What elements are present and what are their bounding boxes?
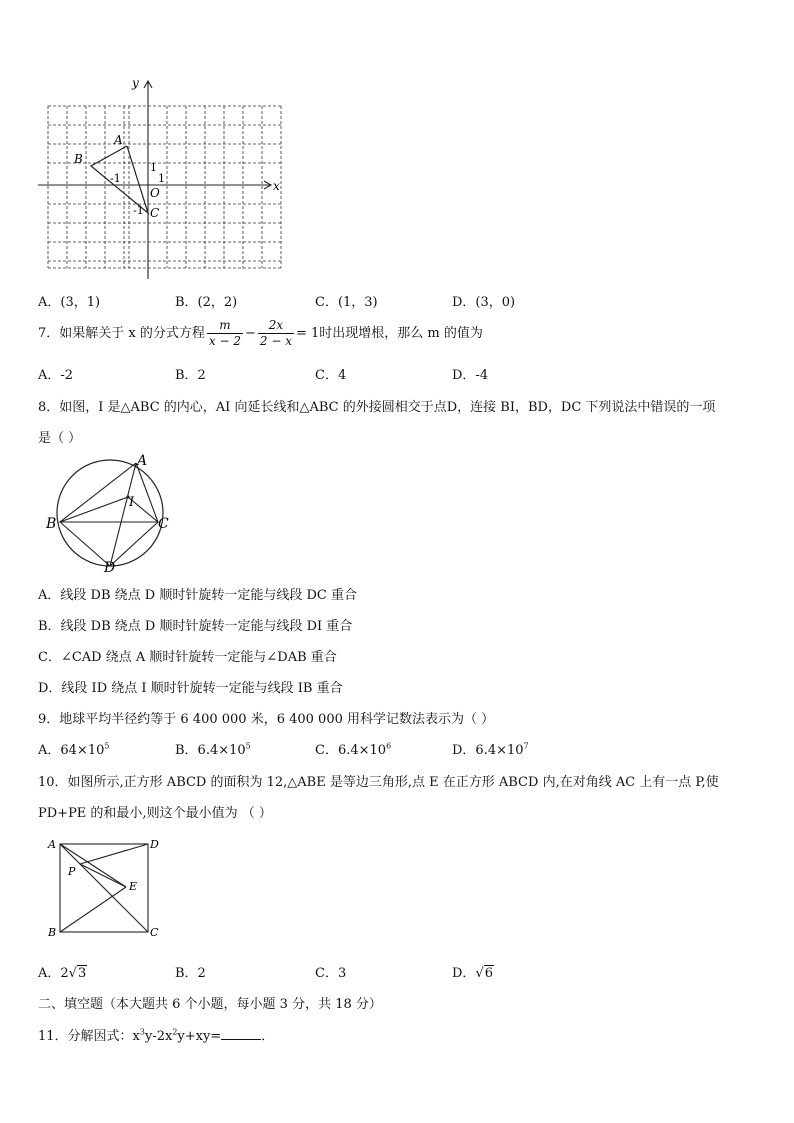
- point-d-label: D: [104, 560, 116, 575]
- q10-option-a[interactable]: A．2√3: [38, 966, 87, 981]
- point-b-label: B: [74, 152, 83, 166]
- square-figure: [44, 832, 174, 942]
- q7-option-c[interactable]: C．4: [315, 368, 347, 383]
- section-heading-fill-in: 二、填空题（本大题共 6 个小题，每小题 3 分，共 18 分）: [38, 997, 382, 1012]
- x-axis-label: x: [273, 179, 280, 193]
- point-d-label: D: [150, 838, 159, 851]
- q10-stem-line1: 10．如图所示,正方形 ABCD 的面积为 12,△ABE 是等边三角形,点 E 在正方形 ABCD 内,在对角线 AC 上有一点 P,使: [38, 775, 719, 790]
- q9-option-d[interactable]: D．$6.4\times 10^7$: [452, 741, 529, 758]
- coordinate-grid-figure: [34, 74, 294, 284]
- circle-incenter-figure: [40, 450, 180, 575]
- origin-label: O: [150, 186, 160, 200]
- point-i-label: I: [129, 495, 135, 510]
- q8-option-d[interactable]: D．线段 ID 绕点 I 顺时针旋转一定能与线段 IB 重合: [38, 681, 343, 696]
- q7-prefix: 7．如果解关于 x 的分式方程: [38, 326, 205, 341]
- tick-1-y: 1: [150, 161, 157, 174]
- q9-option-a[interactable]: A．$64\times 10^5$: [38, 741, 110, 758]
- point-e-label: E: [129, 880, 138, 893]
- q7-option-b[interactable]: B．2: [175, 368, 206, 383]
- point-b-label: B: [46, 516, 57, 532]
- q9-option-b[interactable]: B．$6.4\times 10^5$: [175, 741, 251, 758]
- q10-stem-line2: PD+PE 的和最小,则这个最小值为 （ ）: [38, 806, 272, 821]
- q11-stem: 11．分解因式：$x^3y-2x^2y+xy=$ ．: [38, 1027, 275, 1044]
- point-a-label: A: [114, 133, 123, 147]
- q6-option-a[interactable]: A．(3，1): [38, 295, 101, 310]
- q7-fraction-2: $\frac{2x}{2 - x}$: [259, 318, 292, 348]
- q6-option-c[interactable]: C．(1，3): [315, 295, 378, 310]
- q8-option-b[interactable]: B．线段 DB 绕点 D 顺时针旋转一定能与线段 DI 重合: [38, 619, 353, 634]
- q8-stem-line1: 8．如图，I 是△ABC 的内心，AI 向延长线和△ABC 的外接圆相交于点D，连接 BI，BD，DC 下列说法中错误的一项: [38, 400, 716, 415]
- q7-stem: 7．如果解关于 x 的分式方程 $\frac{m}{x - 2}$ − $\frac{2x}{2 - x}$ = 1时出现增根，那么 m 的值为: [38, 318, 483, 348]
- point-c-label: C: [158, 516, 169, 532]
- point-p-label: P: [68, 865, 76, 878]
- q10-option-d[interactable]: D．√6: [452, 966, 494, 981]
- q9-stem: 9．地球平均半径约等于 6 400 000 米，6 400 000 用科学记数法表示为（ ）: [38, 712, 495, 727]
- point-a-label: A: [48, 838, 56, 851]
- q7-fraction-1: $\frac{m}{x - 2}$: [208, 318, 241, 348]
- q7-option-d[interactable]: D．-4: [452, 368, 489, 383]
- tick-neg1-y: -1: [133, 204, 144, 217]
- q9-option-c[interactable]: C．$6.4\times 10^6$: [315, 741, 392, 758]
- point-c-label: C: [150, 926, 159, 939]
- q6-option-b[interactable]: B．(2，2): [175, 295, 238, 310]
- q7-option-a[interactable]: A．-2: [38, 368, 74, 383]
- q6-option-d[interactable]: D．(3，0): [452, 295, 516, 310]
- point-a-label: A: [137, 453, 148, 469]
- tick-1-x: 1: [158, 172, 165, 185]
- point-c-label: C: [150, 206, 160, 220]
- q8-stem-line2: 是（ ）: [38, 431, 82, 446]
- q8-option-a[interactable]: A．线段 DB 绕点 D 顺时针旋转一定能与线段 DC 重合: [38, 588, 357, 603]
- q10-option-b[interactable]: B．2: [175, 966, 206, 981]
- q7-suffix: 时出现增根，那么 m 的值为: [319, 326, 483, 341]
- tick-neg1-x: -1: [110, 172, 121, 185]
- q10-option-c[interactable]: C．3: [315, 966, 347, 981]
- point-b-label: B: [48, 926, 57, 939]
- q8-option-c[interactable]: C．∠CAD 绕点 A 顺时针旋转一定能与∠DAB 重合: [38, 650, 337, 665]
- y-axis-label: y: [132, 76, 139, 90]
- q11-answer-blank[interactable]: [221, 1028, 261, 1040]
